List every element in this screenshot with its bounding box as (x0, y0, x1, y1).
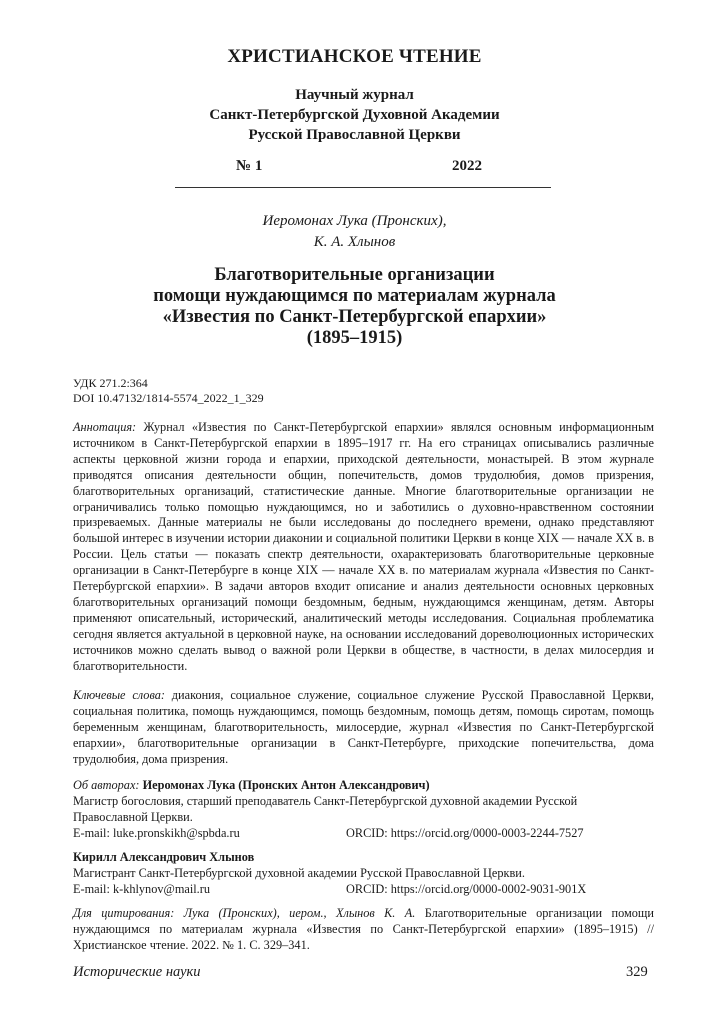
author-1-header (73, 777, 430, 793)
title-line: (1895–1915) (306, 328, 403, 348)
author-1-email[interactable]: E-mail: luke.pronskikh@spbda.ru (73, 826, 240, 840)
article-title (60, 265, 649, 349)
author-2-orcid[interactable]: ORCID: https://orcid.org/0000-0002-9031-901X (346, 882, 587, 896)
subtitle-line: Научный журнал (295, 87, 414, 103)
header-divider (175, 187, 551, 188)
abstract-text: Журнал «Известия по Санкт-Петербургской епархии» являлся основным информационным источником в Санкт-Петербургской епархии в 1895–1917 гг. На его страницах описывались различные аспекты церковной жизни города и епархии, приходской деятельности, монастырей. В этом журнале приводятся описания деятельности общин, попечительств, домов трудолюбия, домов призрения, благотворительных организаций, статистические данные. Многие благотворительные организации не ограничивались только помощью нуждающимся, но и заботились о духовно-нравственном состоянии призреваемых. Данные материалы не были исследованы до последнего времени, однако представляют большой интерес в изучении истории диаконии и социальной политики Церкви в конце XIX — начале XX в. в России. Цель статьи — показать спектр деятельности, охарактеризовать благотворительные церковные организации в Санкт-Петербурге в конце XIX — начале XX в. по материалам журнала «Известия по Санкт-Петербургской епархии». В задачи авторов входит описание и анализ деятельности основных церковных благотворительных организаций помощи бездомным, бедным, нуждающимся женщинам, детям. Авторы применяют описательный, исторический, аналитический методы исследования. Социальная проблематика сегодня является актуальной в церковной науке, на основании исследований дореволюционных исторических источников можно сделать вывод о важной роли Церкви в обществе, в частности, в делах милосердия и благотворительности. (73, 420, 654, 673)
abstract-label: Аннотация: (73, 420, 137, 434)
author-1-orcid[interactable]: ORCID: https://orcid.org/0000-0003-2244-7527 (346, 826, 584, 840)
author-line: К. А. Хлынов (313, 234, 396, 250)
udk-code: УДК 271.2:364 (73, 376, 148, 390)
issue-number: № 1 (236, 158, 263, 174)
author-1-position: Магистр богословия, старший преподаватель Санкт-Петербургской духовной академии Русской (73, 794, 578, 808)
subtitle-line: Русской Православной Церкви (248, 127, 461, 143)
author-2-name: Кирилл Александрович Хлынов (73, 850, 255, 864)
keywords-label: Ключевые слова: (73, 688, 165, 702)
authors-label: Об авторах: (73, 778, 140, 792)
footer-section: Исторические науки (73, 964, 201, 980)
issue-year: 2022 (452, 158, 482, 174)
journal-title: ХРИСТИАНСКОЕ ЧТЕНИЕ (227, 46, 482, 67)
title-line: Благотворительные организации (214, 265, 495, 285)
author-1-position: Православной Церкви. (73, 810, 193, 824)
citation-label: Для цитирования: Лука (Пронских), иером., Хлынов К. А. (73, 906, 416, 920)
article-authors (0, 211, 709, 253)
title-line: «Известия по Санкт-Петербургской епархии» (162, 307, 547, 327)
author-line: Иеромонах Лука (Пронских), (262, 213, 447, 229)
subtitle-line: Санкт-Петербургской Духовной Академии (209, 107, 500, 123)
author-2-position: Магистрант Санкт-Петербургской духовной академии Русской Православной Церкви. (73, 866, 525, 880)
author-2-email[interactable]: E-mail: k-khlynov@mail.ru (73, 882, 211, 896)
page-number: 329 (626, 964, 648, 980)
author-1-name: Иеромонах Лука (Пронских Антон Александрович) (139, 778, 430, 792)
title-line: помощи нуждающимся по материалам журнала (153, 286, 556, 306)
keywords-text: диакония, социальное служение, социальное служение Русской Православной Церкви, социальная политика, помощь нуждающимся, помощь бездомным, помощь детям, помощь сиротам, помощь беременным женщинам, благотворительность, милосердие, журнал «Известия по Санкт-Петербургской епархии», благотворительные организации в Санкт-Петербурге, приходские попечительства, дома трудолюбия, дома призрения. (73, 688, 654, 766)
doi-link[interactable]: DOI 10.47132/1814-5574_2022_1_329 (73, 391, 264, 405)
journal-subtitle (0, 85, 709, 145)
abstract (73, 420, 654, 675)
citation (73, 906, 654, 954)
citation-text: Благотворительные организации помощи нуждающимся по материалам журнала «Известия по Санкт-Петербургской епархии» (1895–1915) // Христианское чтение. 2022. № 1. С. 329–341. (73, 906, 654, 952)
keywords (73, 688, 654, 768)
